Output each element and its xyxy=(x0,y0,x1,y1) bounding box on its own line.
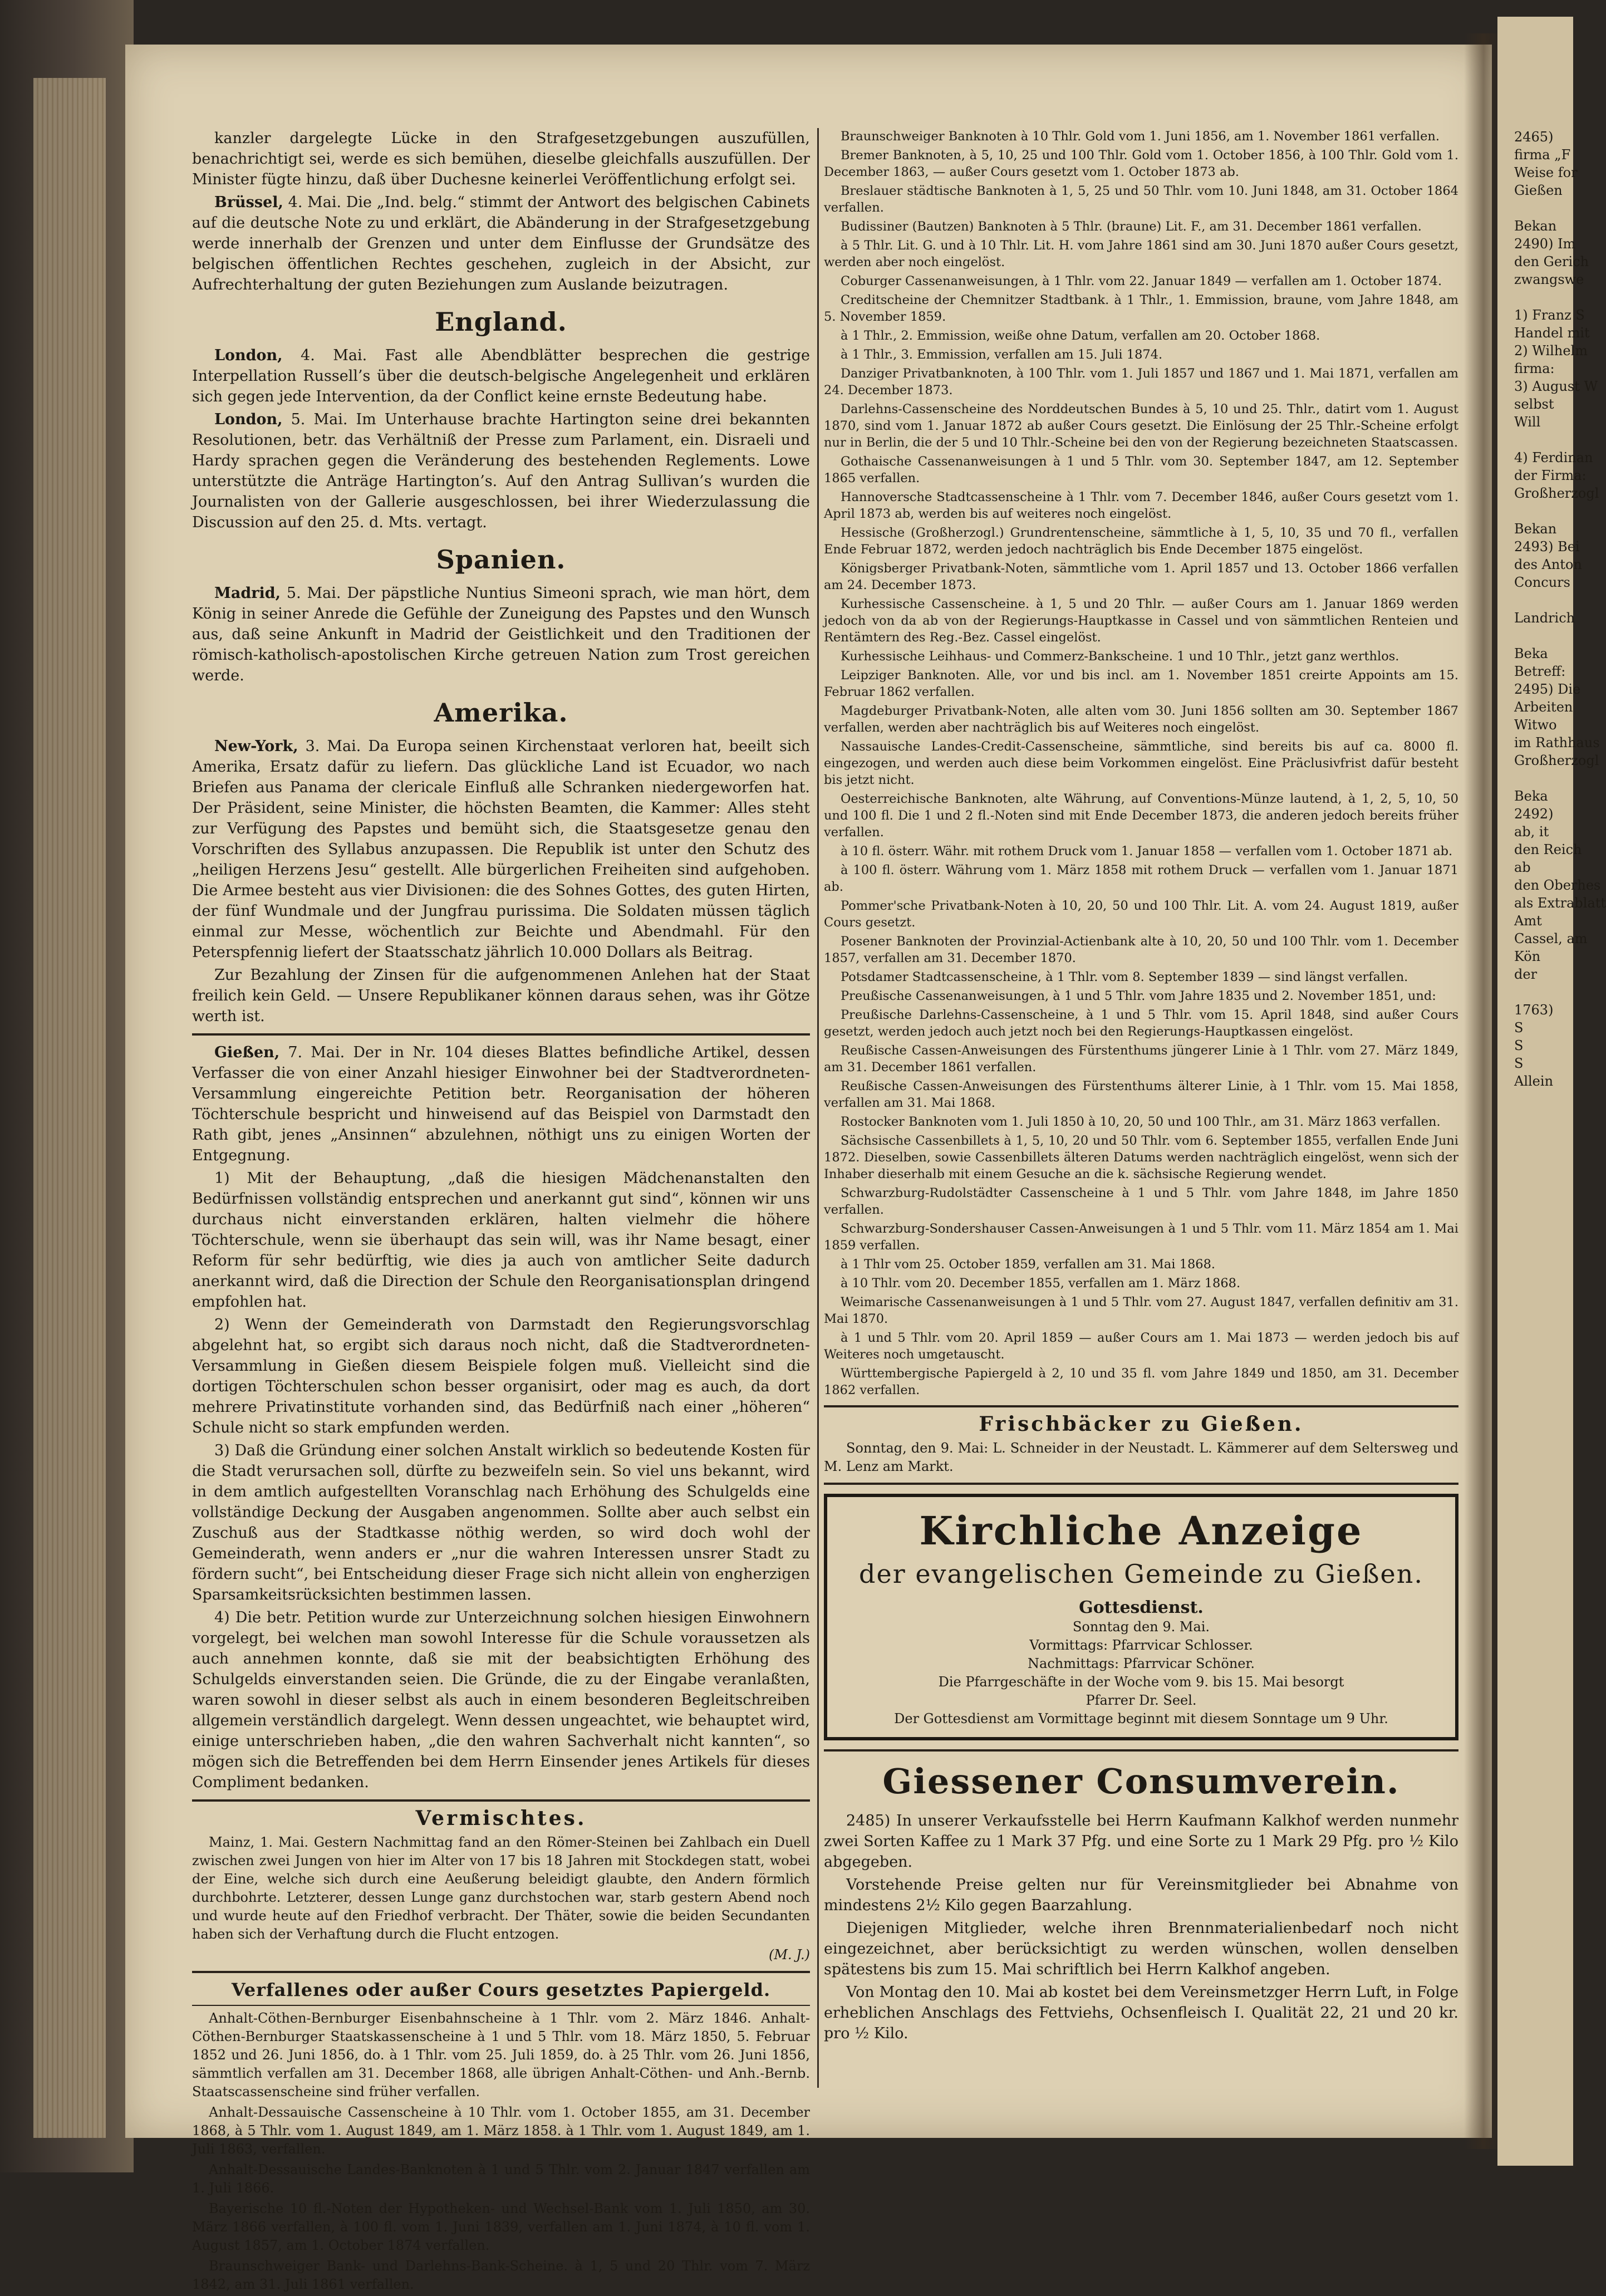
papiergeld-item: à 10 fl. österr. Währ. mit rothem Druck vom 1. Januar 1858 — verfallen vom 1. October 1871 ab. xyxy=(841,844,1453,858)
fragment-line: Amt xyxy=(1514,913,1542,929)
fragment-line xyxy=(1514,502,1570,520)
fragment-line: firma „F xyxy=(1514,147,1571,163)
papiergeld-item: Leipziger Banknoten. Alle, vor und bis incl. am 1. November 1851 creirte Appoints am 15. Februar 1862 verfallen. xyxy=(824,668,1458,699)
article-giessen: Gießen, 7. Mai. Der in Nr. 104 dieses Blattes befindliche Artikel, dessen Verfasser die von einer Anzahl hiesiger Einwohner bei der Stadtverordneten-Versammlung eingereichte Petition betr. Reorganisation der höheren Töchterschule bespricht und hinweisend auf das Beispiel von Darmstadt den Rath gibt, jenes „Ansinnen“ abzulehnen, nöthigt uns zu einigen Worten der Entgegnung. xyxy=(192,1044,810,1164)
fragment-line: Concurs xyxy=(1514,575,1570,590)
gottesdienst-note: Der Gottesdienst am Vormittage beginnt mit diesem Sonntage um 9 Uhr. xyxy=(894,1711,1388,1726)
papiergeld-item: Potsdamer Stadtcassenscheine, à 1 Thlr. vom 8. September 1839 — sind längst verfallen. xyxy=(841,970,1408,984)
fragment-line: Landrich xyxy=(1514,610,1575,626)
papiergeld-item: Danziger Privatbanknoten, à 100 Thlr. vom 1. Juli 1857 und 1867 und 1. Mai 1871, verfallen am 24. December 1873. xyxy=(824,366,1458,398)
fragment-lines xyxy=(1514,128,1606,1090)
fragment-line: als Extrablatt xyxy=(1514,895,1606,911)
fragment-line: 1) Franz S xyxy=(1514,307,1585,323)
article-london-1: London, 4. Mai. Fast alle Abendblätter besprechen die gestrige Interpellation Russell’s über die deutsch-belgische Angelegenheit und erklären sich gegen jede Intervention, da der Conflict keine ernste Bedeutung habe. xyxy=(192,347,810,405)
divider xyxy=(824,1405,1458,1407)
papiergeld-item: Schwarzburg-Sondershauser Cassen-Anweisungen à 1 und 5 Thlr. vom 11. März 1854 am 1. Mai 1859 verfallen. xyxy=(824,1221,1458,1253)
fragment-line: ab, it xyxy=(1514,824,1549,840)
papiergeld-item: à 1 Thlr., 3. Emmission, verfallen am 15. Juli 1874. xyxy=(841,347,1163,362)
fragment-line: zwangswe xyxy=(1514,272,1584,287)
giessen-point-3: 3) Daß die Gründung einer solchen Anstalt wirklich so bedeutende Kosten für die Stadt verursachen soll, dürfte zu bezweifeln sein. So viel uns bekannt, wird in dem amtlich aufgestellten Voranschlag nach Erhöhung des Schulgelds eine vollständige Deckung der Ausgaben angenommen. Sollte aber auch selbst ein Zuschuß aus der Stadtkasse nöthig werden, so wird doch wohl der Gemeinderath, wenn anders er „nur die wahren Interessen unsrer Stadt zu fördern sucht“, bei Entscheidung dieser Frage sich nicht allein von engherzigen Sparsamkeitsrücksichten bestimmen lassen. xyxy=(192,1442,810,1603)
papiergeld-item: Breslauer städtische Banknoten à 1, 5, 25 und 50 Thlr. vom 10. Juni 1848, am 31. October 1864 verfallen. xyxy=(824,184,1458,215)
divider xyxy=(192,1971,810,1973)
giessen-point-1: 1) Mit der Behauptung, „daß die hiesigen Mädchenanstalten den Bedürfnissen vollständig entsprechen und anerkannt gut sind“, können wir uns durchaus nicht einverstanden erklären, halten vielmehr die höhere Töchterschule, wenn sie überhaupt das sein will, was ihr Name besagt, einer Reform für sehr bedürftig, wie dies ja auch von amtlicher Seite dadurch anerkannt wird, daß die Direction der Schule den Reorganisationsplan dringend empfohlen hat. xyxy=(192,1170,810,1311)
papiergeld-item: Anhalt-Dessauische Cassenscheine à 10 Thlr. vom 1. October 1855, am 31. December 1868, à 5 Thlr. vom 1. August 1849, am 1. März 1858. à 1 Thlr. vom 1. August 1849, am 1. Juli 1863, verfallen. xyxy=(192,2104,810,2157)
kirchliche-anzeige-title: Kirchliche Anzeige xyxy=(919,1508,1363,1554)
papiergeld-list-a xyxy=(192,2009,810,2294)
fragment-line: 1763) xyxy=(1514,1002,1554,1018)
frischbaecker-title: Frischbäcker zu Gießen. xyxy=(979,1412,1304,1436)
fragment-line: den Oberhes xyxy=(1514,877,1601,893)
papiergeld-item: Posener Banknoten der Provinzial-Actienbank alte à 10, 20, 50 und 100 Thlr. vom 1. December 1857, verfallen am 31. December 1870. xyxy=(824,934,1458,965)
fragment-line: ab xyxy=(1514,860,1531,875)
giessen-point-2: 2) Wenn der Gemeinderath von Darmstadt den Regierungsvorschlag abgelehnt hat, so ergibt sich daraus noch nicht, daß die Stadtverordneten-Versammlung in Gießen diesem Beispiele folgen muß. Vielleicht sind die dortigen Töchterschulen schon besser organisirt, oder mag es auch, da dort mehrere Privatinstitute vorhanden sind, das Bedürfniß nach einer „höheren“ Schule nicht so stark empfunden werden. xyxy=(192,1316,810,1436)
papiergeld-item: Preußische Cassenanweisungen, à 1 und 5 Thlr. vom Jahre 1835 und 2. November 1851, und: xyxy=(841,989,1436,1003)
divider xyxy=(192,1033,810,1036)
fragment-line: Weise for xyxy=(1514,165,1578,180)
fragment-line: Großherzogl xyxy=(1514,753,1599,768)
papiergeld-item: Nassauische Landes-Credit-Cassenscheine, sämmtliche, sind bereits bis auf ca. 8000 fl. eingezogen, und werden auch diese beim Vorkommen eingelöst. Eine Präclusivfrist dafür besteht bis jetzt nicht. xyxy=(824,739,1458,787)
consumverein-text-2: Vorstehende Preise gelten nur für Vereinsmitglieder bei Abnahme von mindestens 2½ Kilo gegen Baarzahlung. xyxy=(824,1876,1458,1914)
papiergeld-item: Reußische Cassen-Anweisungen des Fürstenthums jüngerer Linie à 1 Thlr. vom 27. März 1849, am 31. December 1861 verfallen. xyxy=(824,1043,1458,1075)
giessen-point-4: 4) Die betr. Petition wurde zur Unterzeichnung solchen hiesigen Einwohnern vorgelegt, bei welchen man sowohl Interesse für die Schule voraussetzen als auch annehmen konnte, daß sie mit der beabsichtigten Erhöhung des Schulgelds einverstanden seien. Die Gründe, die zu der Eingabe veranlaßten, waren sowohl in dieser selbst als auch in einem besonderen Begleitschreiben allgemein verständlich dargelegt. Wenn dessen ungeachtet, wie behauptet wird, einige unterschrieben haben, „die den wahren Sachverhalt nicht kannten“, so mögen sich die Betreffenden bei dem Herrn Einsender jenes Artikels für dieses Compliment bedanken. xyxy=(192,1609,810,1791)
papiergeld-item: à 1 Thlr vom 25. October 1859, verfallen am 31. Mai 1868. xyxy=(841,1257,1216,1272)
papiergeld-item: Schwarzburg-Rudolstädter Cassenscheine à 1 und 5 Thlr. vom Jahre 1848, im Jahre 1850 verfallen. xyxy=(824,1186,1458,1217)
fragment-line: im Rathhaus xyxy=(1514,735,1600,750)
fragment-line: Beka xyxy=(1514,788,1548,804)
papiergeld-title: Verfallenes oder außer Cours gesetztes Papiergeld. xyxy=(231,1979,771,2000)
fragment-line: 2495) Die xyxy=(1514,681,1581,697)
fragment-line: Großherzogl xyxy=(1514,485,1599,501)
column-middle xyxy=(824,128,1458,2046)
fragment-line: Arbeiten xyxy=(1514,699,1573,715)
papiergeld-item: à 100 fl. österr. Währung vom 1. März 1858 mit rothem Druck — verfallen vom 1. Januar 1871 ab. xyxy=(824,863,1458,894)
papiergeld-item: Sächsische Cassenbillets à 1, 5, 10, 20 und 50 Thlr. vom 6. September 1855, verfallen Ende Juni 1872. Dieselben, sowie Cassenbillets älteren Datums werden nachträglich eingelöst, wenn sich der Inhaber dieserhalb mit einem Gesuche an die k. sächsische Regierung wendet. xyxy=(824,1134,1458,1181)
nachmittags-line: Nachmittags: Pfarrvicar Schöner. xyxy=(1028,1656,1255,1671)
fragment-line: 2) Wilhelm xyxy=(1514,343,1588,359)
fragment-line: S xyxy=(1514,1038,1524,1053)
section-england: England. xyxy=(435,307,567,337)
papiergeld-item: Hannoversche Stadtcassenscheine à 1 Thlr. vom 7. December 1846, außer Cours gesetzt vom 1. April 1873 ab, werden bis auf weiteres noch eingelöst. xyxy=(824,490,1458,521)
papiergeld-item: Bremer Banknoten, à 5, 10, 25 und 100 Thlr. Gold vom 1. October 1856, à 100 Thlr. Gold vom 1. December 1863, — außer Cours gesetzt vom 1. October 1873 ab. xyxy=(824,148,1458,179)
gottesdienst-date: Sonntag den 9. Mai. xyxy=(1072,1619,1210,1635)
papiergeld-item: Preußische Darlehns-Cassenscheine, à 1 und 5 Thlr. vom 15. April 1848, sind außer Cours gesetzt, werden jedoch auch jetzt noch bei den Regierungs-Hauptkassen eingelöst. xyxy=(824,1008,1458,1039)
fragment-line xyxy=(1514,769,1570,787)
papiergeld-item: Pommer'sche Privatbank-Noten à 10, 20, 50 und 100 Thlr. Lit. A. vom 24. August 1819, außer Cours gesetzt. xyxy=(824,899,1458,930)
consumverein-text-1: 2485) In unserer Verkaufsstelle bei Herrn Kaufmann Kalkhof werden nunmehr zwei Sorten Kaffee zu 1 Mark 37 Pfg. und eine Sorte zu 1 Mark 29 Pfg. pro ½ Kilo abgegeben. xyxy=(824,1812,1458,1871)
fragment-line: 2465) xyxy=(1514,129,1554,145)
article-intro: kanzler dargelegte Lücke in den Strafgesetzgebungen auszufüllen, benachrichtigt sei, werde es sich bemühen, dieselbe gleichfalls auszufüllen. Der Minister fügte hinzu, daß über Duchesne keinerlei Veröffentlichung erfolgt sei. xyxy=(192,130,810,188)
page-edges xyxy=(33,78,106,2138)
papiergeld-item: à 1 Thlr., 2. Emmission, weiße ohne Datum, verfallen am 20. October 1868. xyxy=(841,328,1320,343)
column-right-fragment xyxy=(1514,128,1606,1090)
papiergeld-item: Anhalt-Dessauische Landes-Banknoten à 1 und 5 Thlr. vom 2. Januar 1847 verfallen am 1. Juli 1866. xyxy=(192,2162,810,2196)
papiergeld-item: Budissiner (Bautzen) Banknoten à 5 Thlr. (braune) Lit. F., am 31. December 1861 verfallen. xyxy=(841,219,1422,234)
papiergeld-item: à 1 und 5 Thlr. vom 20. April 1859 — außer Cours am 1. Mai 1873 — werden jedoch bis auf Weiteres noch umgetauscht. xyxy=(824,1331,1458,1362)
fragment-line: Will xyxy=(1514,414,1541,430)
kirchliche-anzeige-box xyxy=(824,1494,1458,1740)
papiergeld-item: Königsberger Privatbank-Noten, sämmtliche vom 1. April 1857 und 13. October 1866 verfallen am 24. December 1873. xyxy=(824,561,1458,592)
vormittags-line: Vormittags: Pfarrvicar Schlosser. xyxy=(1029,1637,1253,1653)
fragment-line: 2490) Im xyxy=(1514,236,1576,252)
fragment-line: der xyxy=(1514,967,1538,982)
article-london-2: London, 5. Mai. Im Unterhause brachte Hartington seine drei bekannten Resolutionen, betr. das Verhältniß der Presse zum Parlament, ein. Disraeli und Hardy sprachen gegen die Veränderung des bestehenden Reglements. Lowe unterstützte die Anträge Hartington’s. Auf den Antrag Sullivan’s wurden die Journalisten von der Gallerie ausgeschlossen, bei ihrer Wiederzulassung die Discussion auf den 25. d. Mts. vertagt. xyxy=(192,411,810,531)
papiergeld-item: Kurhessische Cassenscheine. à 1, 5 und 20 Thlr. — außer Cours am 1. Januar 1869 werden jedoch von da ab von der Regierungs-Hauptkasse in Cassel und von sämmtlichen Renteien und Rentämtern des Reg.-Bez. Cassel eingelöst. xyxy=(824,597,1458,645)
fragment-line: Witwo xyxy=(1514,717,1557,733)
divider xyxy=(192,2005,810,2006)
papiergeld-item: Braunschweiger Banknoten à 10 Thlr. Gold vom 1. Juni 1856, am 1. November 1861 verfallen. xyxy=(841,129,1440,144)
fragment-line: 3) August W xyxy=(1514,379,1598,394)
papiergeld-item: Bayerische 10 fl.-Noten der Hypotheken- und Wechsel-Bank vom 1. Juli 1850, am 30. März 1866 verfallen, à 100 fl. vom 1. Juni 1839, verfallen am 1. Juni 1874, à 10 fl. vom 1. August 1857, am 1. October 1874 verfallen. xyxy=(192,2201,810,2253)
fragment-line: Cassel, am xyxy=(1514,931,1588,946)
fragment-line xyxy=(1514,199,1570,217)
fragment-line: Bekan xyxy=(1514,521,1557,537)
fragment-line: firma: xyxy=(1514,361,1555,376)
papiergeld-item: Gothaische Cassenanweisungen à 1 und 5 Thlr. vom 30. September 1847, am 12. September 1865 verfallen. xyxy=(824,454,1458,485)
papiergeld-item: Creditscheine der Chemnitzer Stadtbank. à 1 Thlr., 1. Emmission, braune, vom Jahre 1848, am 5. November 1859. xyxy=(824,293,1458,324)
consumverein-text-4: Von Montag den 10. Mai ab kostet bei dem Vereinsmetzger Herrn Luft, in Folge erheblichen Anschlags des Fettviehs, Ochsenfleisch I. Qualität 22, 21 und 20 kr. pro ½ Kilo. xyxy=(824,1984,1458,2042)
papiergeld-item: Darlehns-Cassenscheine des Norddeutschen Bundes à 5, 10 und 25. Thlr., datirt vom 1. August 1870, sind vom 1. Januar 1872 ab außer Cours gesetzt. Die Einlösung der 25 Thlr.-Scheine erfolgt nur in Berlin, die der 5 und 10 Thlr.-Scheine bei den von der Regierung bezeichneten Staatscassen. xyxy=(824,402,1458,450)
article-newyork: New-York, 3. Mai. Da Europa seinen Kirchenstaat verloren hat, beeilt sich Amerika, Ersatz dafür zu liefern. Das glückliche Land ist Ecuador, wo nach Briefen aus Panama der clericale Einfluß alle Schranken niedergeworfen hat. Der Präsident, seine Minister, die höchsten Beamten, die Kammer: Alles steht zur Verfügung des Papstes und bemüht sich, die Staatsgesetze genau den Vorschriften des Syllabus anzupassen. Die Republik ist unter den Schutz des „heiligen Herzens Jesu“ gestellt. Alle bürgerlichen Freiheiten sind aufgehoben. Die Armee besteht aus vier Divisionen: die des Sohnes Gottes, des guten Hirten, der fünf Wundmale und der Jungfrau purissima. Die Soldaten müssen täglich einmal zur Messe, wöchentlich zur Beichte und Abendmahl. Für den Peterspfennig liefert der Staatsschatz jährlich 10.000 Dollars als Beitrag. xyxy=(192,738,810,961)
papiergeld-item: Württembergische Papiergeld à 2, 10 und 35 fl. vom Jahre 1849 und 1850, am 31. December 1862 verfallen. xyxy=(824,1366,1458,1397)
section-spanien: Spanien. xyxy=(436,544,566,575)
papiergeld-item: Hessische (Großherzogl.) Grundrentenscheine, sämmtliche à 1, 5, 10, 35 und 70 fl., verfallen Ende Februar 1872, werden jedoch nachträglich bis Ende December 1875 eingelöst. xyxy=(824,526,1458,557)
book-binding xyxy=(0,0,134,2172)
fragment-line: Kön xyxy=(1514,949,1541,964)
fragment-line: S xyxy=(1514,1056,1524,1071)
fragment-line xyxy=(1514,591,1570,609)
papiergeld-item: Magdeburger Privatbank-Noten, alle alten vom 30. Juni 1856 sollten am 30. September 1867 verfallen, werden aber nachträglich bis auf Weiteres noch eingelöst. xyxy=(824,704,1458,735)
fragment-line: Gießen xyxy=(1514,183,1563,198)
frischbaecker-text: Sonntag, den 9. Mai: L. Schneider in der Neustadt. L. Kämmerer auf dem Seltersweg und M. Lenz am Markt. xyxy=(824,1440,1458,1474)
papiergeld-item: Reußische Cassen-Anweisungen des Fürstenthums älterer Linie, à 1 Thlr. vom 15. Mai 1858, verfallen am 31. Mai 1868. xyxy=(824,1079,1458,1110)
vermischtes-title: Vermischtes. xyxy=(415,1807,587,1830)
fragment-line xyxy=(1514,431,1570,449)
vermischtes-block xyxy=(192,1833,810,1964)
papiergeld-item: Braunschweiger Bank- und Darlehns-Bank-Scheine. à 1, 5 und 20 Thlr. vom 7. März 1842, am 31. Juli 1861 verfallen. xyxy=(192,2258,810,2292)
section-amerika: Amerika. xyxy=(434,698,568,728)
papiergeld-item: Rostocker Banknoten vom 1. Juli 1850 à 10, 20, 50 und 100 Thlr., am 31. März 1863 verfallen. xyxy=(841,1115,1441,1129)
article-madrid: Madrid, 5. Mai. Der päpstliche Nuntius Simeoni sprach, wie man hört, dem König in seiner Anrede die Gefühle der Zuneigung des Papstes und den Wunsch aus, daß seine Ankunft in Madrid der Geistlichkeit und den Traditionen der römisch-katholisch-apostolischen Kirche getreuen Nation zum Trost gereichen werde. xyxy=(192,585,810,684)
consumverein-text-3: Diejenigen Mitglieder, welche ihren Brennmaterialienbedarf noch nicht eingezeichnet, aber berücksichtigt zu werden wünschen, wollen denselben spätestens bis zum 15. Mai schriftlich bei Herrn Kalkhof angeben. xyxy=(824,1920,1458,1978)
fragment-line xyxy=(1514,983,1570,1001)
fragment-line: 4) Ferdinan xyxy=(1514,450,1593,465)
fragment-line: S xyxy=(1514,1020,1524,1036)
article-bruessel: Brüssel, 4. Mai. Die „Ind. belg.“ stimmt der Antwort des belgischen Cabinets auf die deutsche Note zu und erklärt, die Abänderung in der Strafgesetzgebung werde innerhalb der Grenzen und unter dem Einflusse der Grundsätze des belgischen öffentlichen Rechtes geschehen, zugleich in der Absicht, zur Aufrechterhaltung der guten Beziehungen zum Auslande beizutragen. xyxy=(192,194,810,293)
fragment-line: Bekan xyxy=(1514,218,1557,234)
fragment-line xyxy=(1514,288,1570,306)
fragment-line: der Firma: xyxy=(1514,468,1587,483)
pfarrgeschaefte-line: Die Pfarrgeschäfte in der Woche vom 9. bis 15. Mai besorgt xyxy=(938,1674,1344,1690)
fragment-line: des Anton xyxy=(1514,557,1582,572)
fragment-line: 2493) Bei xyxy=(1514,539,1580,555)
fragment-line: den Reich xyxy=(1514,842,1582,857)
papiergeld-item: Weimarische Cassenanweisungen à 1 und 5 Thlr. vom 27. August 1847, verfallen definitiv am 31. Mai 1870. xyxy=(824,1295,1458,1326)
article-newyork-2: Zur Bezahlung der Zinsen für die aufgenommenen Anlehen hat der Staat freilich kein Geld. — Unsere Republikaner können daraus sehen, was ihr Götze werth ist. xyxy=(192,967,810,1025)
dateline-bruessel: Brüssel, xyxy=(214,194,283,211)
column-left xyxy=(192,128,810,2296)
papiergeld-item: à 10 Thlr. vom 20. December 1855, verfallen am 1. März 1868. xyxy=(841,1276,1241,1291)
divider xyxy=(824,1483,1458,1485)
papiergeld-item: Anhalt-Cöthen-Bernburger Eisenbahnscheine à 1 Thlr. vom 2. März 1846. Anhalt-Cöthen-Bernburger Staatskassenscheine à 1 und 5 Thlr. vom 18. März 1850, 5. Februar 1852 und 26. Juni 1856, do. à 1 Thlr. vom 25. Juli 1859, do. à 25 Thlr. vom 26. Juni 1856, sämmtlich verfallen am 31. December 1868, alle übrigen Anhalt-Cöthen- und Anh.-Bernb. Staatscassenscheine sind früher verfallen. xyxy=(192,2010,810,2099)
fragment-line: Handel mit xyxy=(1514,325,1590,341)
gottesdienst-heading: Gottesdienst. xyxy=(1079,1598,1204,1617)
pfarrer-line: Pfarrer Dr. Seel. xyxy=(1086,1692,1197,1708)
fragment-line: Beka xyxy=(1514,646,1548,661)
papiergeld-item: Coburger Cassenanweisungen, à 1 Thlr. vom 22. Januar 1849 — verfallen am 1. October 1874. xyxy=(841,274,1442,288)
fragment-line: 2492) xyxy=(1514,806,1554,822)
article-mainz: Mainz, 1. Mai. Gestern Nachmittag fand an den Römer-Steinen bei Zahlbach ein Duell zwischen zwei Jungen von hier im Alter von 17 bis 18 Jahren mit Stockdegen statt, wobei der Eine, welche sich durch eine Aeußerung beleidigt glaubte, den Andern förmlich durchbohrte. Letzterer, dessen Lunge ganz durchstochen war, starb gestern Abend noch und wurde heute auf den Friedhof verbracht. Der Thäter, sowie die beiden Secundanten haben sich der Verhaftung durch die Flucht entzogen. xyxy=(192,1834,810,1942)
fragment-line: selbst xyxy=(1514,396,1554,412)
consumverein-title: Giessener Consumverein. xyxy=(882,1761,1400,1802)
kirchliche-anzeige-subtitle: der evangelischen Gemeinde zu Gießen. xyxy=(859,1559,1423,1589)
fragment-line: den Gerich xyxy=(1514,254,1589,269)
papiergeld-item: à 5 Thlr. Lit. G. und à 10 Thlr. Lit. H. vom Jahre 1861 sind am 30. Juni 1870 außer Cours gesetzt, werden aber noch eingelöst. xyxy=(824,238,1458,269)
column-rule xyxy=(817,128,819,2088)
fragment-line: Betreff: xyxy=(1514,664,1566,679)
fragment-line: Allein xyxy=(1514,1073,1554,1089)
source-signature: (M. J.) xyxy=(769,1947,810,1963)
fragment-line xyxy=(1514,627,1570,645)
papiergeld-item: Oesterreichische Banknoten, alte Währung, auf Conventions-Münze lautend, à 1, 2, 5, 10, 50 und 100 fl. Die 1 und 2 fl.-Noten sind mit Ende December 1873, die anderen jedoch bereits früher verfallen. xyxy=(824,792,1458,840)
papiergeld-item: Kurhessische Leihhaus- und Commerz-Bankscheine. 1 und 10 Thlr., jetzt ganz werthlos. xyxy=(841,649,1399,664)
papiergeld-list-b xyxy=(824,128,1458,1399)
divider xyxy=(824,1749,1458,1752)
divider xyxy=(192,1799,810,1802)
